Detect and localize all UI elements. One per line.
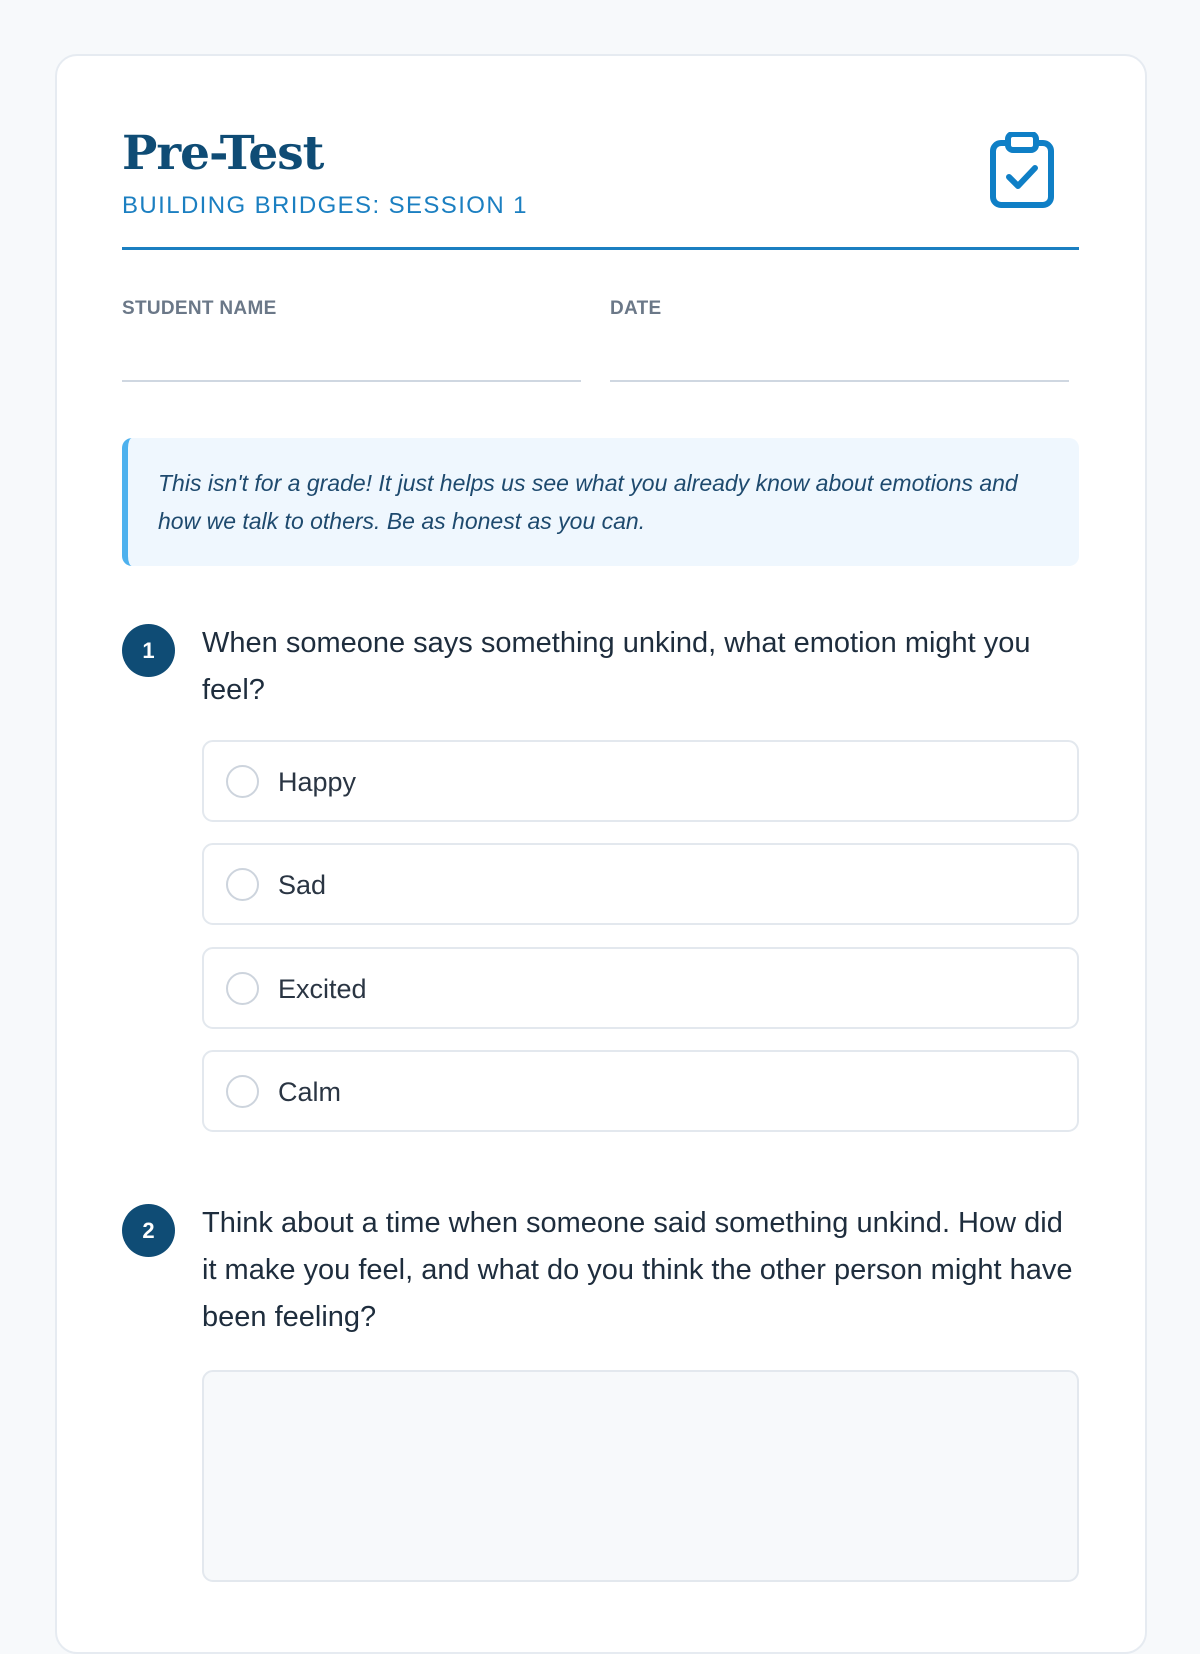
student-name-field <box>122 298 581 382</box>
option-happy[interactable] <box>202 740 1079 822</box>
option-label: Happy <box>278 767 357 797</box>
free-response-textarea[interactable] <box>202 1370 1079 1582</box>
radio-button[interactable] <box>226 1075 259 1108</box>
worksheet-card <box>55 54 1147 1654</box>
question-1 <box>122 620 1079 1132</box>
option-label: Calm <box>278 1077 342 1107</box>
option-calm[interactable] <box>202 1050 1079 1132</box>
option-label: Sad <box>278 870 327 900</box>
date-label: DATE <box>610 298 662 319</box>
radio-button[interactable] <box>226 972 259 1005</box>
option-label: Excited <box>278 974 367 1004</box>
option-sad[interactable] <box>202 843 1079 925</box>
question-number-badge: 1 <box>122 624 175 677</box>
question-text: Think about a time when someone said something unkind. How did it make you feel, and what do you think the other person might have been feeling? <box>202 1207 1073 1333</box>
date-input[interactable] <box>610 348 1069 382</box>
page-title: Pre-Test <box>122 126 324 181</box>
date-field <box>610 298 1069 382</box>
student-name-label: STUDENT NAME <box>122 298 277 319</box>
question-number-badge: 2 <box>122 1204 175 1257</box>
clipboard-check-icon <box>990 132 1054 208</box>
question-text: When someone says something unkind, what emotion might you feel? <box>202 627 1031 706</box>
instructions-note: This isn't for a grade! It just helps us see what you already know about emotions and how we talk to others. Be as honest as you can. <box>122 438 1079 566</box>
option-excited[interactable] <box>202 947 1079 1029</box>
student-name-input[interactable] <box>122 348 581 382</box>
session-subtitle: BUILDING BRIDGES: SESSION 1 <box>122 192 528 219</box>
radio-button[interactable] <box>226 765 259 798</box>
question-2 <box>122 1200 1079 1600</box>
worksheet-header <box>122 126 1079 250</box>
radio-button[interactable] <box>226 868 259 901</box>
